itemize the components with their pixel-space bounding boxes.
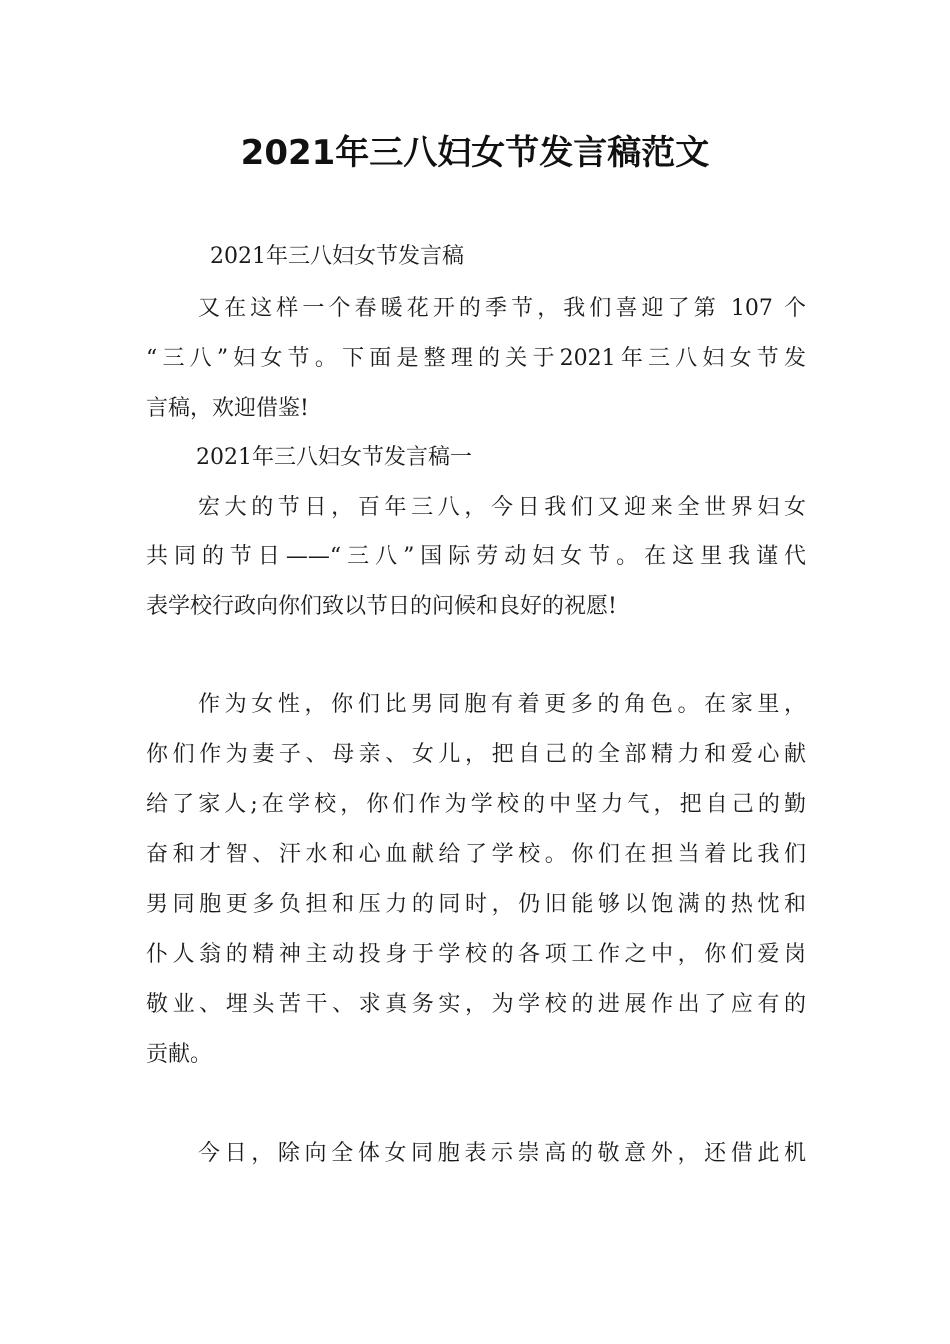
paragraph-line: 宏大的节日，百年三八，今日我们又迎来全世界妇女 <box>198 495 806 520</box>
paragraph-line: 表学校行政向你们致以节日的问候和良好的祝愿! <box>146 594 617 619</box>
paragraph-line: 贡献。 <box>146 1042 213 1067</box>
paragraph-line: 作为女性，你们比男同胞有着更多的角色。在家里， <box>198 692 806 717</box>
document-subtitle: 2021年三八妇女节发言稿 <box>210 244 464 269</box>
intro-line: 又在这样一个春暖花开的季节，我们喜迎了第 107 个 <box>198 296 806 321</box>
paragraph-line: 你们作为妻子、母亲、女儿，把自己的全部精力和爱心献 <box>146 742 806 767</box>
paragraph-line: 给了家人;在学校，你们作为学校的中坚力气，把自己的勤 <box>146 792 806 817</box>
intro-line: “三八”妇女节。下面是整理的关于2021年三八妇女节发 <box>146 346 806 371</box>
paragraph-line: 仆人翁的精神主动投身于学校的各项工作之中，你们爱岗 <box>146 942 806 967</box>
intro-line: 言稿，欢迎借鉴! <box>146 396 309 421</box>
section-heading: 2021年三八妇女节发言稿一 <box>196 445 472 470</box>
document-title: 2021年三八妇女节发言稿范文 <box>240 133 710 173</box>
paragraph-line: 共同的节日——“三八”国际劳动妇女节。在这里我谨代 <box>146 544 806 569</box>
paragraph-line: 今日，除向全体女同胞表示崇高的敬意外，还借此机 <box>198 1141 806 1166</box>
paragraph-line: 敬业、埋头苦干、求真务实，为学校的进展作出了应有的 <box>146 992 806 1017</box>
paragraph-line: 男同胞更多负担和压力的同时，仍旧能够以饱满的热忱和 <box>146 892 806 917</box>
paragraph-line: 奋和才智、汗水和心血献给了学校。你们在担当着比我们 <box>146 842 806 867</box>
